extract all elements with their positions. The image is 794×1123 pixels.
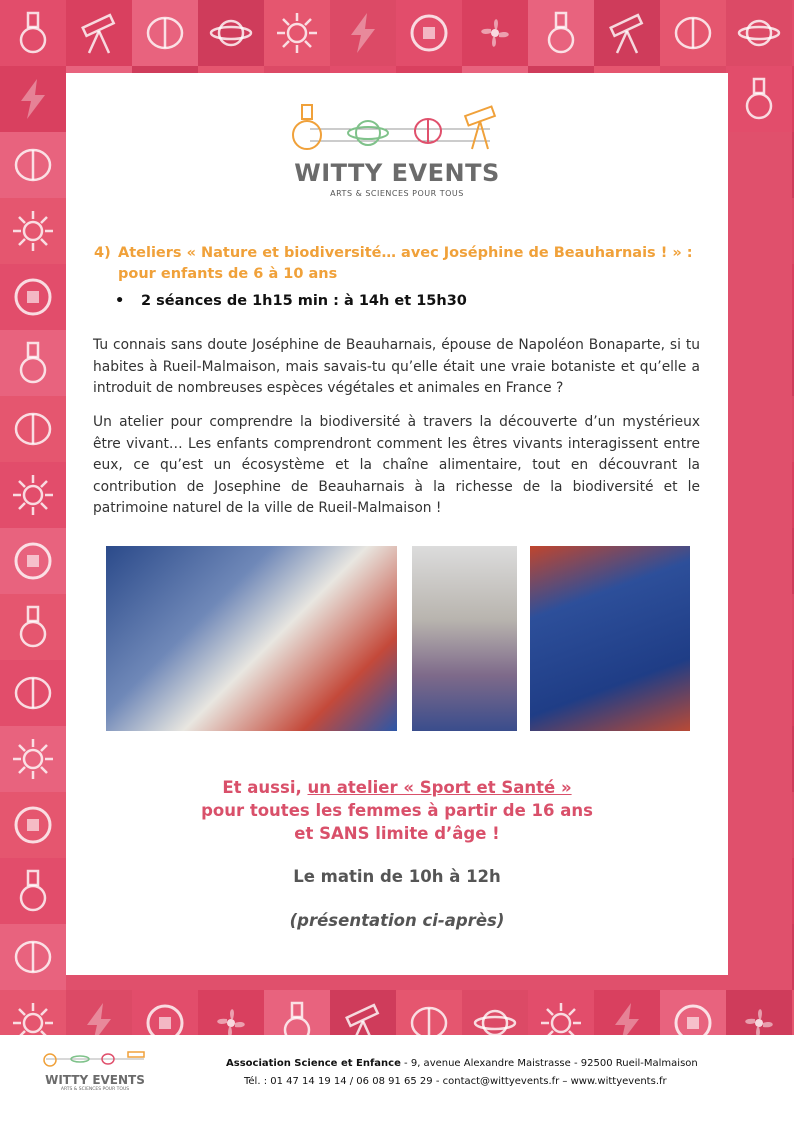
footer-brand-tagline: ARTS & SCIENCES POUR TOUS [60,1087,130,1092]
flask-icon [264,990,330,1035]
sport-sante-link[interactable]: un atelier « Sport et Santé » [307,778,572,797]
footer-address [226,1058,698,1069]
brain-icon [0,396,66,462]
lightning-icon [0,66,66,132]
footer-address-text: - 9, avenue Alexandre Maistrasse - 92500 Rueil-Malmaison [400,1058,698,1069]
plug-icon [396,0,462,66]
announcement-line3: et SANS limite d’âge ! [294,824,500,843]
photo-children-workshop [106,546,397,731]
sessions-text: 2 séances de 1h15 min : à 14h et 15h30 [141,293,467,309]
plug-icon [0,264,66,330]
intro-paragraph: Tu connais sans doute Joséphine de Beauharnais, épouse de Napoléon Bonaparte, si tu habites à Rueil-Malmaison, mais savais-tu qu’elle était une vraie botaniste et qu’elle a introduit de nombreuses espèces végétales et animales en France ? [93,337,700,396]
lightning-icon [330,0,396,66]
photo-children-standing [412,546,517,731]
brain-icon [0,132,66,198]
plug-icon [0,528,66,594]
section-title: Ateliers « Nature et biodiversité… avec Joséphine de Beauharnais ! » : [118,245,693,261]
sessions-bullet [115,293,467,309]
presentation-note: (présentation ci-après) [289,911,505,930]
brand-tagline: ARTS & SCIENCES POUR TOUS [330,189,464,198]
brain-icon [396,990,462,1035]
flask-icon [528,0,594,66]
science-icons-logo [290,103,504,155]
footer-science-icons [40,1047,150,1069]
content-panel [66,73,728,975]
lightning-icon [66,990,132,1035]
telescope-icon [465,107,495,149]
sun-icon [0,726,66,792]
bullet-dot: • [115,293,125,309]
footer-logo [40,1047,150,1092]
announcement-prefix: Et aussi, [222,778,308,797]
footer-brand-name: WITTY EVENTS [45,1073,145,1087]
planet-icon [462,990,528,1035]
fan-icon [462,0,528,66]
telescope-icon [594,0,660,66]
footer-contact: Tél. : 01 47 14 19 14 / 06 08 91 65 29 - contact@wittyevents.fr – www.wittyevents.fr [244,1076,667,1087]
sun-icon [0,990,66,1035]
fan-icon [726,990,792,1035]
description-paragraph: Un atelier pour comprendre la biodiversité à travers la découverte d’un mystérieux être vivant… Les enfants comprendront comment les êtres vivants interagissent entre eux, ce qu’est un écosystème et la chaîne alimentaire, tout en découvrant la contribution de Josephine de Beauharnais à la richesse de la biodiversité et le patrimoine naturel de la ville de Rueil-Malmaison ! [93,414,700,516]
schedule-text: Le matin de 10h à 12h [293,867,501,886]
plug-icon [132,990,198,1035]
section-heading [94,243,714,285]
brand-name: WITTY EVENTS [294,159,500,187]
flask-icon [0,858,66,924]
plug-icon [660,990,726,1035]
photo-fish-cards [530,546,690,731]
telescope-icon [330,990,396,1035]
flask-icon [293,105,321,149]
lightning-icon [594,990,660,1035]
sun-icon [0,462,66,528]
telescope-icon [128,1052,144,1057]
page-footer [0,1035,794,1123]
announcement-line1 [66,776,728,799]
brain-icon [0,924,66,990]
sun-icon [264,0,330,66]
flask-icon [44,1054,56,1066]
telescope-icon [66,0,132,66]
brain-icon [415,119,441,143]
section-subtitle: pour enfants de 6 à 10 ans [118,266,338,282]
brain-icon [660,0,726,66]
flask-icon [0,594,66,660]
sun-icon [0,198,66,264]
footer-org: Association Science et Enfance [226,1058,401,1069]
brain-icon [0,660,66,726]
planet-icon [198,0,264,66]
sun-icon [528,990,594,1035]
fan-icon [198,990,264,1035]
announcement-line2: pour toutes les femmes à partir de 16 ans [201,801,593,820]
section-number: 4) [94,245,111,261]
flask-icon [726,66,792,132]
flask-icon [0,0,66,66]
plug-icon [0,792,66,858]
witty-events-logo [66,103,728,198]
brain-icon [132,0,198,66]
planet-icon [726,0,792,66]
flask-icon [0,330,66,396]
